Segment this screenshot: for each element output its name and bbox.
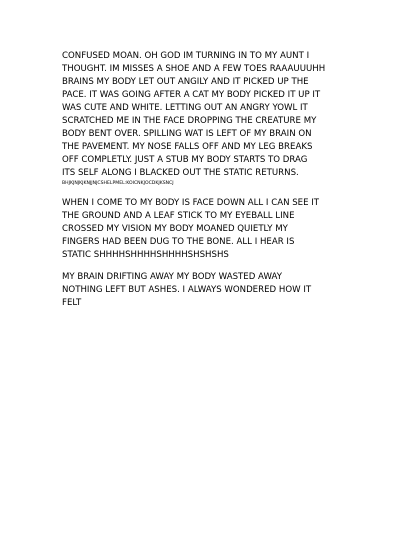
paragraph-body-2: WHEN I COME TO MY BODY IS FACE DOWN ALL I CAN SEE IT THE GROUND AND A LEAF STICK TO MY EYEBALL LINE CROSSED MY VISION MY BODY MOANED QUIETLY MY FINGERS HAD BEEN DUG TO THE BONE. ALL I HEAR IS STATIC SHHHHSHHHHSHHHHSHSHSHS bbox=[62, 198, 320, 260]
document-page bbox=[62, 50, 362, 310]
paragraph-body-1: CONFUSED MOAN. OH GOD IM TURNING IN TO MY AUNT I THOUGHT. IM MISSES A SHOE AND A FEW TOES RAAAUUUHH BRAINS MY BODY LET OUT ANGILY AND IT PICKED UP THE PACE. IT WAS GOING AFTER A CAT MY BODY PICKED IT UP IT WAS CUTE AND WHITE. LETTING OUT AN ANGRY YOWL IT SCRATCHED ME IN THE FACE DROPPING THE CREATURE MY BODY BENT OVER. SPILLING WAT IS LEFT OF MY BRAIN ON THE PAVEMENT. MY NOSE FALLS OFF AND MY LEG BREAKS OFF COMPLETLY. JUST A STUB MY BODY STARTS TO DRAG ITS SELF ALONG I BLACKED OUT THE STATIC RETURNS. bbox=[62, 51, 326, 178]
paragraph-body-3: MY BRAIN DRIFTING AWAY MY BODY WASTED AWAY NOTHING LEFT BUT ASHES. I ALWAYS WONDERED HOW IT FELT bbox=[62, 272, 312, 308]
paragraph-small-text: BHJKJNJKJKNJJNJCSHELPMEL:KOICNKJOCDKJKSNCJ bbox=[62, 181, 174, 186]
